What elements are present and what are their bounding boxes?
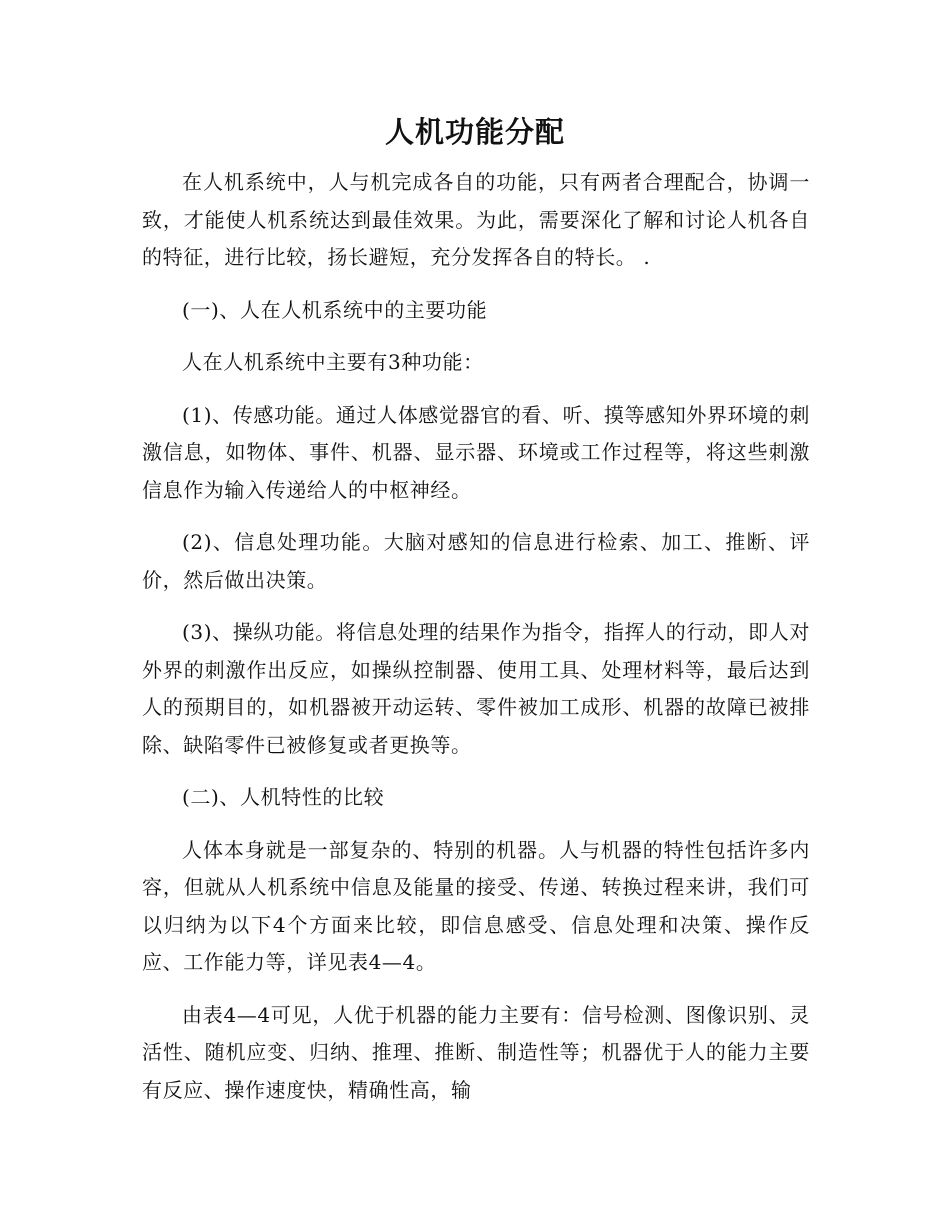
- paragraph-manipulation-function: (3)、操纵功能。将信息处理的结果作为指令，指挥人的行动，即人对外界的刺激作出反应，如操纵控制器、使用工具、处理材料等，最后达到人的预期目的，如机器被开动运转、零件被加工成形、机器的故障已被排除、缺陷零件已被修复或者更换等。: [142, 620, 810, 757]
- paragraph-three-functions: 人在人机系统中主要有3种功能：: [182, 350, 484, 374]
- paragraph-sensing-function: (1)、传感功能。通过人体感觉器官的看、听、摸等感知外界环境的刺激信息，如物体、事件、机器、显示器、环境或工作过程等，将这些刺激信息作为输入传递给人的中枢神经。: [142, 402, 810, 502]
- paragraph-human-machine-characteristics: 人体本身就是一部复杂的、特别的机器。人与机器的特性包括许多内容，但就从人机系统中信息及能量的接受、传递、转换过程来讲，我们可以归纳为以下4个方面来比较，即信息感受、信息处理和决策、操作反应、工作能力等，详见表4—4。: [142, 837, 810, 974]
- section-heading-human-functions: (一)、人在人机系统中的主要功能: [182, 297, 488, 322]
- document-title: 人机功能分配: [384, 115, 565, 149]
- paragraph-intro: 在人机系统中，人与机完成各自的功能，只有两者合理配合，协调一致，才能使人机系统达到最佳效果。为此，需要深化了解和讨论人机各自的特征，进行比较，扬长避短，充分发挥各自的特长。 .: [142, 170, 810, 269]
- section-heading-comparison: (二)、人机特性的比较: [182, 785, 385, 809]
- document-body: [142, 164, 810, 1124]
- paragraph-information-processing: (2)、信息处理功能。大脑对感知的信息进行检索、加工、推断、评价，然后做出决策。: [142, 530, 810, 592]
- paragraph-table-summary: 由表4—4可见，人优于机器的能力主要有：信号检测、图像识别、灵活性、随机应变、归纳、推理、推断、制造性等；机器优于人的能力主要有反应、操作速度快，精确性高，输: [142, 1002, 810, 1102]
